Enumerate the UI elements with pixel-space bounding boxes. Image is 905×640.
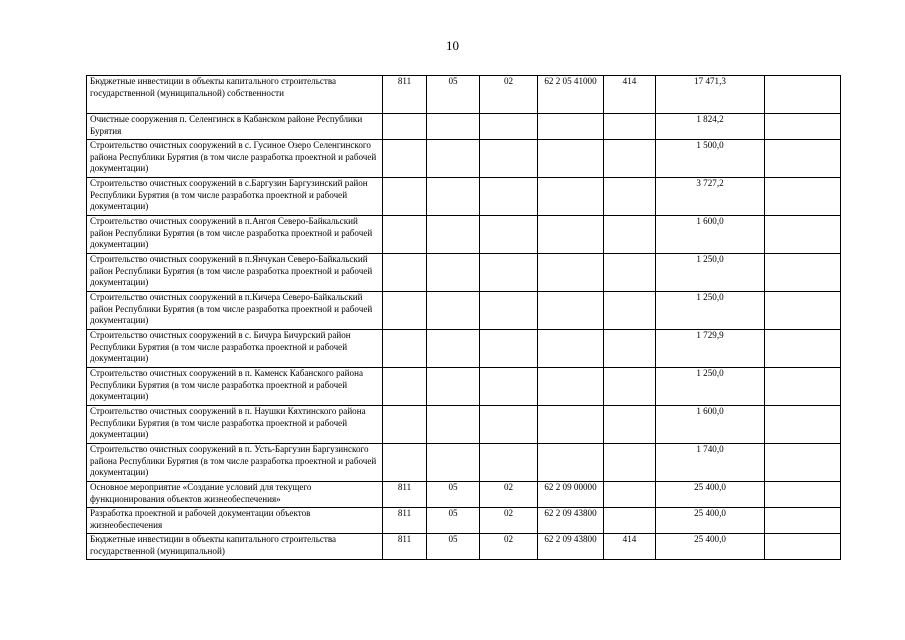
item-name: Основное мероприятие «Создание условий для текущего функционирования объектов жизнеобеспечения»	[87, 482, 383, 508]
section-code	[427, 444, 480, 482]
empty-cell	[765, 330, 841, 368]
section-code	[427, 254, 480, 292]
target-article-code	[538, 114, 604, 140]
empty-cell	[765, 292, 841, 330]
amount: 1 250,0	[656, 368, 765, 406]
item-name: Строительство очистных сооружений в с. Бичура Бичурский район Республики Бурятия (в том числе разработка проектной и рабочей документации)	[87, 330, 383, 368]
empty-cell	[765, 76, 841, 114]
grbs-code	[383, 254, 427, 292]
amount: 3 727,2	[656, 178, 765, 216]
amount: 1 600,0	[656, 406, 765, 444]
subsection-code	[480, 140, 538, 178]
section-code	[427, 178, 480, 216]
target-article-code	[538, 444, 604, 482]
expense-type-code	[604, 406, 656, 444]
target-article-code: 62 2 05 41000	[538, 76, 604, 114]
subsection-code	[480, 292, 538, 330]
amount: 25 400,0	[656, 508, 765, 534]
target-article-code	[538, 140, 604, 178]
grbs-code: 811	[383, 482, 427, 508]
item-name: Бюджетные инвестиции в объекты капитального строительства государственной (муниципальной) собственности	[87, 76, 383, 114]
empty-cell	[765, 368, 841, 406]
subsection-code: 02	[480, 534, 538, 560]
empty-cell	[765, 482, 841, 508]
expense-type-code	[604, 254, 656, 292]
expense-type-code	[604, 114, 656, 140]
amount: 1 500,0	[656, 140, 765, 178]
expense-type-code	[604, 508, 656, 534]
section-code: 05	[427, 508, 480, 534]
table-row	[87, 178, 841, 216]
table-row	[87, 254, 841, 292]
amount: 1 740,0	[656, 444, 765, 482]
target-article-code	[538, 330, 604, 368]
item-name: Строительство очистных сооружений в п.Янчукан Северо-Байкальский район Республики Бурятия (в том числе разработка проектной и рабочей документации)	[87, 254, 383, 292]
grbs-code	[383, 216, 427, 254]
table-row	[87, 444, 841, 482]
subsection-code	[480, 254, 538, 292]
empty-cell	[765, 178, 841, 216]
expense-type-code	[604, 140, 656, 178]
table-row	[87, 368, 841, 406]
amount: 25 400,0	[656, 482, 765, 508]
empty-cell	[765, 114, 841, 140]
table-row	[87, 482, 841, 508]
amount: 1 824,2	[656, 114, 765, 140]
section-code: 05	[427, 482, 480, 508]
amount: 17 471,3	[656, 76, 765, 114]
item-name: Строительство очистных сооружений в с.Баргузин Баргузинский район Республики Бурятия (в том числе разработка проектной и рабочей документации)	[87, 178, 383, 216]
expense-type-code	[604, 482, 656, 508]
expense-type-code	[604, 444, 656, 482]
empty-cell	[765, 444, 841, 482]
item-name: Строительство очистных сооружений в п. Усть-Баргузин Баргузинского района Республики Бурятия (в том числе разработка проектной и рабочей документации)	[87, 444, 383, 482]
subsection-code	[480, 444, 538, 482]
subsection-code	[480, 216, 538, 254]
grbs-code	[383, 368, 427, 406]
subsection-code	[480, 114, 538, 140]
table-body	[87, 76, 841, 560]
expense-type-code: 414	[604, 534, 656, 560]
item-name: Разработка проектной и рабочей документации объектов жизнеобеспечения	[87, 508, 383, 534]
subsection-code	[480, 330, 538, 368]
page-number: 10	[446, 38, 459, 53]
table-row	[87, 76, 841, 114]
subsection-code: 02	[480, 508, 538, 534]
section-code: 05	[427, 534, 480, 560]
grbs-code	[383, 330, 427, 368]
item-name: Очистные сооружения п. Селенгинск в Кабанском районе Республики Бурятия	[87, 114, 383, 140]
item-name: Строительство очистных сооружений в с. Гусиное Озеро Селенгинского района Республики Бурятия (в том числе разработка проектной и рабочей документации)	[87, 140, 383, 178]
expense-type-code	[604, 216, 656, 254]
subsection-code	[480, 178, 538, 216]
item-name: Бюджетные инвестиции в объекты капитального строительства государственной (муниципальной)	[87, 534, 383, 560]
expense-type-code	[604, 292, 656, 330]
subsection-code: 02	[480, 76, 538, 114]
table-row	[87, 114, 841, 140]
target-article-code	[538, 216, 604, 254]
grbs-code	[383, 114, 427, 140]
item-name: Строительство очистных сооружений в п. Каменск Кабанского района Республики Бурятия (в том числе разработка проектной и рабочей документации)	[87, 368, 383, 406]
target-article-code: 62 2 09 43800	[538, 534, 604, 560]
target-article-code	[538, 368, 604, 406]
empty-cell	[765, 254, 841, 292]
grbs-code	[383, 140, 427, 178]
target-article-code	[538, 254, 604, 292]
section-code	[427, 330, 480, 368]
grbs-code: 811	[383, 534, 427, 560]
amount: 25 400,0	[656, 534, 765, 560]
amount: 1 729,9	[656, 330, 765, 368]
section-code	[427, 292, 480, 330]
item-name: Строительство очистных сооружений в п. Наушки Кяхтинского района Республики Бурятия (в том числе разработка проектной и рабочей документации)	[87, 406, 383, 444]
empty-cell	[765, 508, 841, 534]
empty-cell	[765, 534, 841, 560]
table-row	[87, 508, 841, 534]
table-row	[87, 140, 841, 178]
table-row	[87, 216, 841, 254]
target-article-code	[538, 406, 604, 444]
grbs-code: 811	[383, 76, 427, 114]
expense-type-code	[604, 368, 656, 406]
grbs-code	[383, 444, 427, 482]
grbs-code	[383, 292, 427, 330]
section-code: 05	[427, 76, 480, 114]
item-name: Строительство очистных сооружений в п.Кичера Северо-Байкальский район Республики Бурятия (в том числе разработка проектной и рабочей документации)	[87, 292, 383, 330]
amount: 1 250,0	[656, 254, 765, 292]
empty-cell	[765, 216, 841, 254]
table-row	[87, 292, 841, 330]
section-code	[427, 140, 480, 178]
section-code	[427, 114, 480, 140]
subsection-code	[480, 368, 538, 406]
section-code	[427, 406, 480, 444]
grbs-code: 811	[383, 508, 427, 534]
grbs-code	[383, 178, 427, 216]
table-row	[87, 534, 841, 560]
target-article-code: 62 2 09 00000	[538, 482, 604, 508]
amount: 1 600,0	[656, 216, 765, 254]
subsection-code	[480, 406, 538, 444]
table-row	[87, 330, 841, 368]
expense-type-code	[604, 178, 656, 216]
amount: 1 250,0	[656, 292, 765, 330]
budget-table	[86, 75, 841, 560]
empty-cell	[765, 140, 841, 178]
expense-type-code	[604, 330, 656, 368]
expense-type-code: 414	[604, 76, 656, 114]
empty-cell	[765, 406, 841, 444]
section-code	[427, 368, 480, 406]
table-row	[87, 406, 841, 444]
grbs-code	[383, 406, 427, 444]
target-article-code	[538, 292, 604, 330]
item-name: Строительство очистных сооружений в п.Ангоя Северо-Байкальский район Республики Бурятия (в том числе разработка проектной и рабочей документации)	[87, 216, 383, 254]
subsection-code: 02	[480, 482, 538, 508]
target-article-code: 62 2 09 43800	[538, 508, 604, 534]
section-code	[427, 216, 480, 254]
target-article-code	[538, 178, 604, 216]
